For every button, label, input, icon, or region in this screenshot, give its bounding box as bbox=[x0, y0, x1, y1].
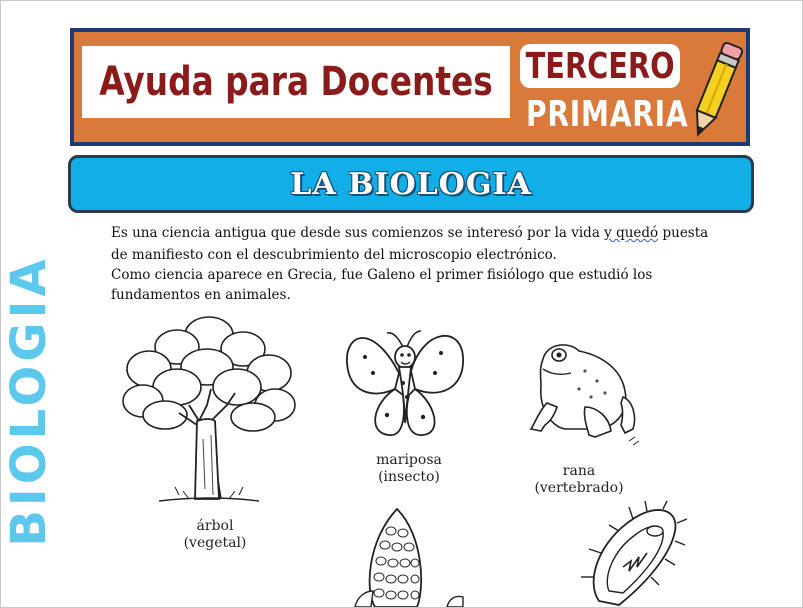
frog-type: (vertebrado) bbox=[534, 480, 624, 496]
paragraph-1-line-1b: puesta bbox=[658, 225, 709, 241]
header-banner bbox=[70, 28, 750, 146]
tree-type: (vegetal) bbox=[183, 535, 247, 551]
butterfly-name: mariposa bbox=[376, 452, 442, 468]
body-text bbox=[111, 223, 711, 305]
frog-caption bbox=[524, 463, 634, 497]
grade-label: TERCERO bbox=[525, 45, 675, 87]
grade-box bbox=[520, 44, 680, 88]
pencil-icon bbox=[686, 38, 746, 142]
banner-title: Ayuda para Docentes bbox=[99, 59, 493, 105]
banner-title-box bbox=[82, 46, 510, 118]
butterfly-type: (insecto) bbox=[378, 469, 440, 485]
frog-illustration bbox=[525, 337, 643, 449]
tree-caption bbox=[165, 518, 265, 552]
side-word: BIOLOGIA bbox=[1, 255, 57, 547]
frog-name: rana bbox=[562, 463, 596, 479]
paragraph-1 bbox=[111, 223, 711, 243]
paragraph-1-marked-text: y quedó bbox=[604, 225, 659, 241]
butterfly-illustration bbox=[343, 323, 467, 441]
bacterium-illustration bbox=[579, 501, 691, 607]
butterfly-caption bbox=[359, 452, 459, 486]
mushroom-illustration bbox=[351, 501, 471, 607]
banner-stripe-bottom bbox=[82, 122, 510, 127]
title-bar bbox=[68, 155, 754, 213]
paragraph-1-line-2: de manifiesto con el descubrimiento del microscopio electrónico. bbox=[111, 247, 557, 263]
banner-background bbox=[74, 32, 746, 142]
level-label: PRIMARIA bbox=[526, 94, 689, 135]
paragraph-2-line-1: Como ciencia aparece en Grecia, fue Galeno el primer fisiólogo que estudió los bbox=[111, 267, 653, 283]
tree-illustration bbox=[119, 309, 299, 509]
paragraph-1-line-1a: Es una ciencia antigua que desde sus comienzos se interesó por la vida bbox=[111, 225, 605, 241]
banner-stripe-top bbox=[82, 37, 510, 42]
grade-badge bbox=[516, 38, 742, 138]
paragraph-2-line-2: fundamentos en animales. bbox=[111, 287, 291, 303]
tree-name: árbol bbox=[196, 518, 234, 534]
page-title: LA BIOLOGIA bbox=[290, 166, 532, 202]
